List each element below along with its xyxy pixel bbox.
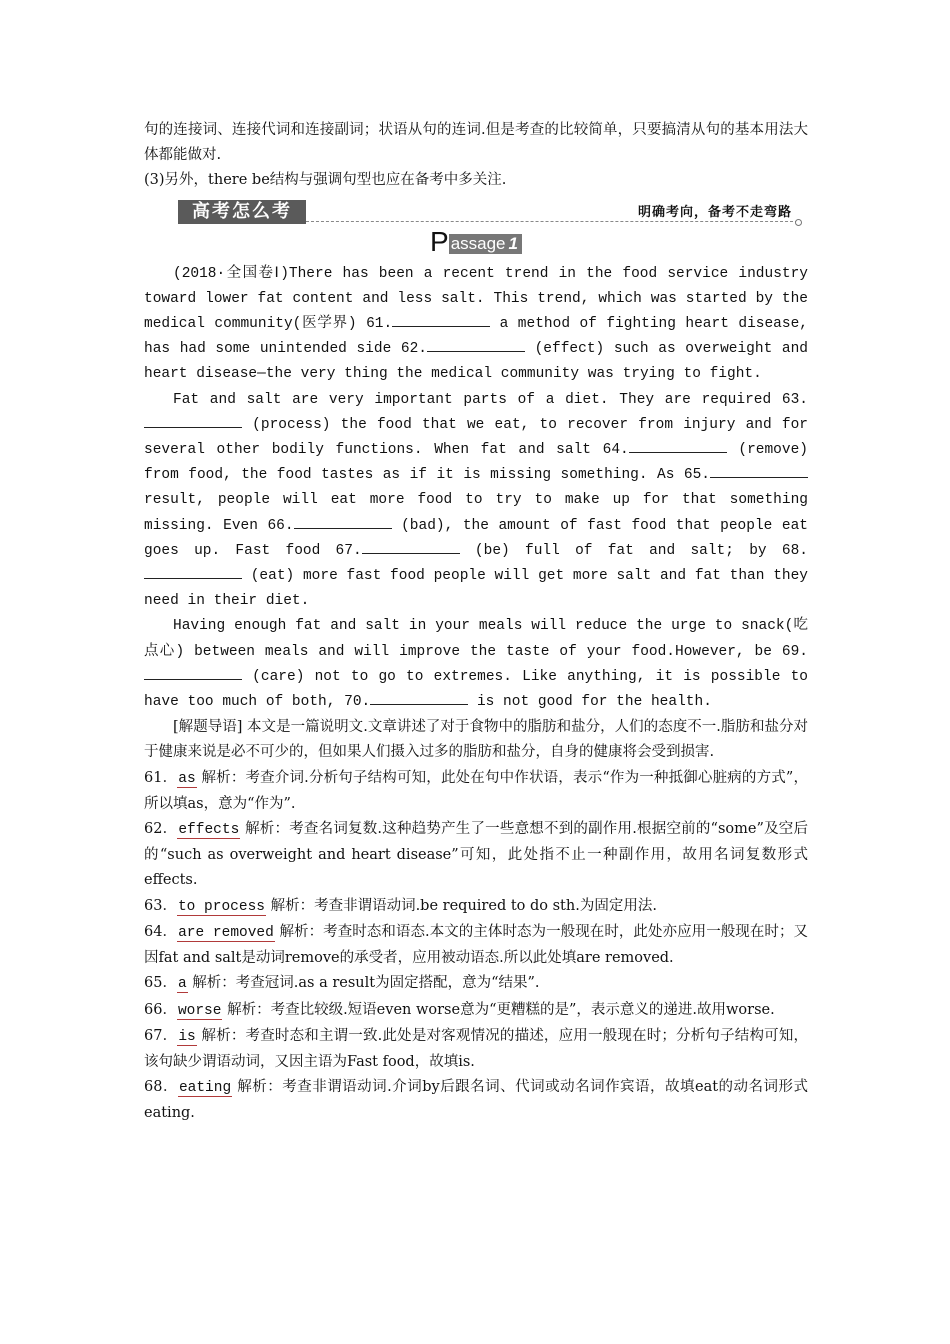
banner-end-circle-icon [795, 219, 802, 226]
banner-title: 高考怎么考 [178, 200, 306, 224]
answer-number: 66． [144, 1001, 177, 1018]
banner-dashed-line [306, 221, 798, 222]
answer-explanation: 解析：考查时态和语态.本文的主体时态为一般现在时，此处亦应用一般现在时；又因fat and salt是动词remove的承受者，应用被动语态.所以此处填are removed. [144, 923, 809, 967]
passage-heading [144, 225, 808, 262]
passage-paragraph-1 [144, 262, 808, 388]
passage-text-run: (process) the food that we eat, to recover from injury and for several other bodily functions. When fat and salt 64. [144, 416, 808, 459]
answer-value: effects [178, 822, 240, 839]
answer-number: 68． [144, 1079, 178, 1096]
answer-explanation: 解析：考查介词.分析句子结构可知，此处在句中作状语，表示“作为一种抵御心脏病的方式”，所以填as，意为“作为”. [144, 769, 808, 812]
blank-64 [629, 438, 727, 453]
answer-number: 61． [144, 769, 178, 786]
passage-text-run: result, people will eat more food to try to make up for that something missing. Even 66. [144, 492, 808, 534]
passage-text-run: (care) not to go to extremes. Like anything, it is possible to have too much of both, 70. [144, 668, 808, 711]
blank-62 [427, 337, 525, 352]
passage-text-run: is not good for the health. [468, 694, 712, 711]
passage-heading-rest: assage [450, 233, 506, 253]
blank-67 [362, 539, 460, 554]
answer-item-61 [144, 766, 808, 817]
answer-explanation: 解析：考查时态和主谓一致.此处是对客观情况的描述，应用一般现在时；分析句子结构可知，该句缺少谓语动词，又因主语为Fast food，故填is. [144, 1027, 808, 1070]
intro-line-2: (3)另外，there be结构与强调句型也应在备考中多关注. [144, 172, 507, 189]
passage-heading-letter: P [430, 225, 449, 257]
banner-tagline: 明确考向，备考不走弯路 [634, 201, 792, 220]
section-banner [144, 198, 808, 228]
answer-number: 62． [144, 821, 178, 838]
passage-paragraph-2 [144, 388, 808, 615]
document-page [144, 118, 808, 1127]
blank-65 [710, 463, 808, 478]
passage-text-run: (effect) such as overweight and heart disease—the very thing the medical community was trying to fight. [144, 341, 808, 383]
blank-70 [370, 690, 468, 705]
answer-number: 64． [144, 923, 178, 940]
passage-text-run: Having enough fat and salt in your meals will reduce the urge to snack(吃点心) between meals and will improve the taste of your food.However, be 69. [144, 618, 808, 660]
answer-value: is [178, 1028, 196, 1045]
passage-text-run: (eat) more fast food people will get more salt and fat than they need in their diet. [144, 568, 808, 610]
passage-text-run: a method of fighting heart disease, has had some unintended side 62. [144, 316, 808, 358]
passage-text-run: (bad), the amount of fast food that people eat goes up. Fast food 67. [144, 517, 808, 559]
answer-item-67 [144, 1024, 808, 1075]
intro-line-1: 句的连接词、连接代词和连接副词；状语从句的连词.但是考查的比较简单，只要搞清从句的基本用法大体都能做对. [144, 122, 808, 164]
answer-item-64 [144, 920, 808, 971]
answer-value: as [178, 770, 196, 787]
passage-text-run: (remove) from food, the food tastes as if it is missing something. As 65. [144, 442, 808, 484]
answer-value: to process [177, 898, 265, 915]
answer-explanation: 解析：考查比较级.短语even worse意为“更糟糕的是”，表示意义的递进.故用worse. [222, 1001, 775, 1018]
passage-text [144, 262, 808, 716]
answer-value: worse [177, 1002, 222, 1019]
passage-heading-number: 1 [508, 233, 518, 253]
answer-item-65 [144, 971, 808, 997]
blank-68 [144, 564, 242, 579]
answer-number: 63． [144, 897, 177, 914]
answer-explanation: 解析：考查冠词.as a result为固定搭配，意为“结果”. [187, 975, 540, 992]
answer-value: are removed [178, 924, 274, 941]
answer-explanation: 解析：考查非谓语动词.be required to do sth.为固定用法. [265, 897, 657, 914]
answer-list [144, 766, 808, 1127]
passage-text-run: (2018·全国卷Ⅰ)There has been a recent trend in the food service industry toward lower fat content and less salt. This trend, which was started by the medical community(医学界) 61. [144, 265, 808, 333]
answer-explanation: 解析：考查非谓语动词.介词by后跟名词、代词或动名词作宾语，故填eat的动名词形式eating. [144, 1079, 808, 1122]
answer-value: a [177, 976, 187, 993]
answer-number: 67． [144, 1027, 178, 1044]
blank-61 [392, 312, 490, 327]
passage-text-run: Fat and salt are very important parts of a diet. They are required 63. [173, 391, 808, 408]
answer-item-63 [144, 894, 808, 920]
passage-paragraph-3 [144, 614, 808, 715]
answer-explanation: 解析：考查名词复数.这种趋势产生了一些意想不到的副作用.根据空前的“some”及空后的“such as overweight and heart disease”可知，此处指不止一种副作用，故用名词复数形式effects. [144, 821, 808, 889]
blank-69 [144, 665, 242, 680]
intro-section [144, 118, 808, 194]
blank-63 [144, 413, 242, 428]
answer-item-68 [144, 1075, 808, 1126]
passage-text-run: (be) full of fat and salt; by 68. [459, 542, 808, 559]
answer-item-66 [144, 998, 808, 1024]
answer-item-62 [144, 817, 808, 894]
blank-66 [294, 514, 392, 529]
answer-number: 65． [144, 975, 177, 992]
solution-guide: [解题导语] 本文是一篇说明文.文章讲述了对于食物中的脂肪和盐分，人们的态度不一.脂肪和盐分对于健康来说是必不可少的，但如果人们摄入过多的脂肪和盐分，自身的健康将会受到损害. [144, 719, 808, 761]
answer-value: eating [178, 1080, 232, 1097]
